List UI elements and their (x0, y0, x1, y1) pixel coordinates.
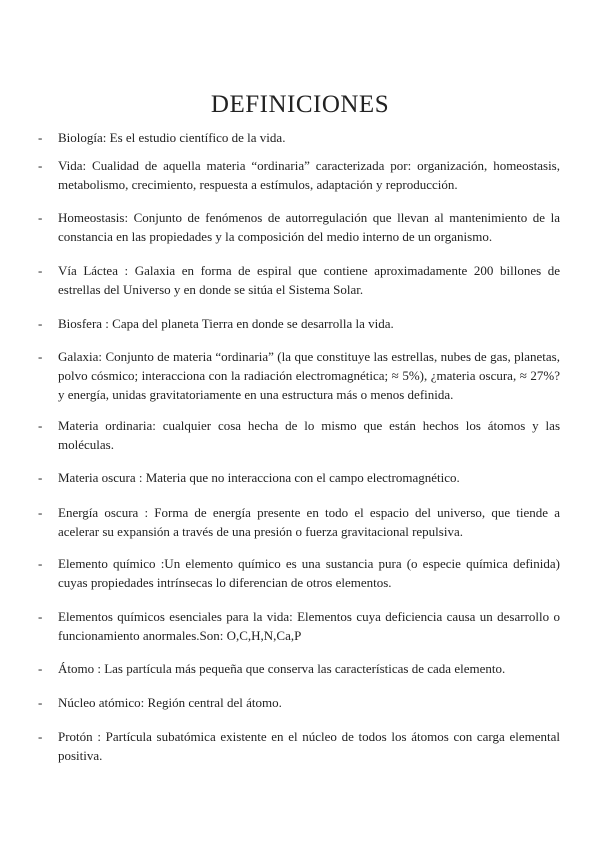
definition-text: Biología: Es el estudio científico de la vida. (58, 130, 286, 145)
definition-text: Galaxia: Conjunto de materia “ordinaria” (la que constituye las estrellas, nubes de gas, planetas, polvo cósmico; interacciona con la radiación electromagnética; ≈ 5%), ¿materia oscura, ≈ 27%? y energía, unidas gravitatoriamente en una estructura más o menos definida. (58, 349, 560, 402)
definition-text: Homeostasis: Conjunto de fenómenos de autorregulación que llevan al mantenimiento de la constancia en las propiedades y la composición del medio interno de un organismo. (58, 210, 560, 244)
bullet-dash: - (38, 158, 43, 173)
bullet-dash: - (38, 729, 43, 744)
definition-text: Materia ordinaria: cualquier cosa hecha de lo mismo que están hechos los átomos y las moléculas. (58, 418, 560, 452)
bullet-dash: - (38, 263, 43, 278)
bullet-dash: - (38, 695, 43, 710)
definition-text: Átomo : Las partícula más pequeña que conserva las características de cada elemento. (58, 661, 506, 676)
page-title: DEFINICIONES (210, 90, 390, 118)
definition-text: Núcleo atómico: Región central del átomo. (58, 695, 282, 710)
definition-text: Materia oscura : Materia que no interacciona con el campo electromagnético. (58, 470, 460, 485)
bullet-dash: - (38, 661, 43, 676)
definition-text: Elementos químicos esenciales para la vida: Elementos cuya deficiencia causa un desarrollo o funcionamiento anormales.Son: O,C,H,N,Ca,P (58, 609, 560, 643)
bullet-dash: - (38, 505, 43, 520)
bullet-dash: - (38, 316, 43, 331)
definition-text: Protón : Partícula subatómica existente en el núcleo de todos los átomos con carga elemental positiva. (58, 729, 560, 763)
definition-text: Vida: Cualidad de aquella materia “ordinaria” caracterizada por: organización, homeostasis, metabolismo, crecimiento, respuesta a estímulos, adaptación y reproducción. (58, 158, 560, 192)
definition-text: Elemento químico :Un elemento químico es una sustancia pura (o especie química definida) cuyas propiedades intrínsecas lo diferencian de otros elementos. (58, 556, 560, 590)
bullet-dash: - (38, 210, 43, 225)
definition-text: Vía Láctea : Galaxia en forma de espiral que contiene aproximadamente 200 billones de estrellas del Universo y en donde se sitúa el Sistema Solar. (58, 263, 560, 297)
bullet-dash: - (38, 418, 43, 433)
definition-text: Energía oscura : Forma de energía presente en todo el espacio del universo, que tiende a acelerar su expansión a través de una presión o fuerza gravitacional repulsiva. (58, 505, 560, 539)
bullet-dash: - (38, 470, 43, 485)
bullet-dash: - (38, 556, 43, 571)
bullet-dash: - (38, 609, 43, 624)
definition-text: Biosfera : Capa del planeta Tierra en donde se desarrolla la vida. (58, 316, 394, 331)
bullet-dash: - (38, 349, 43, 364)
bullet-dash: - (38, 130, 43, 145)
